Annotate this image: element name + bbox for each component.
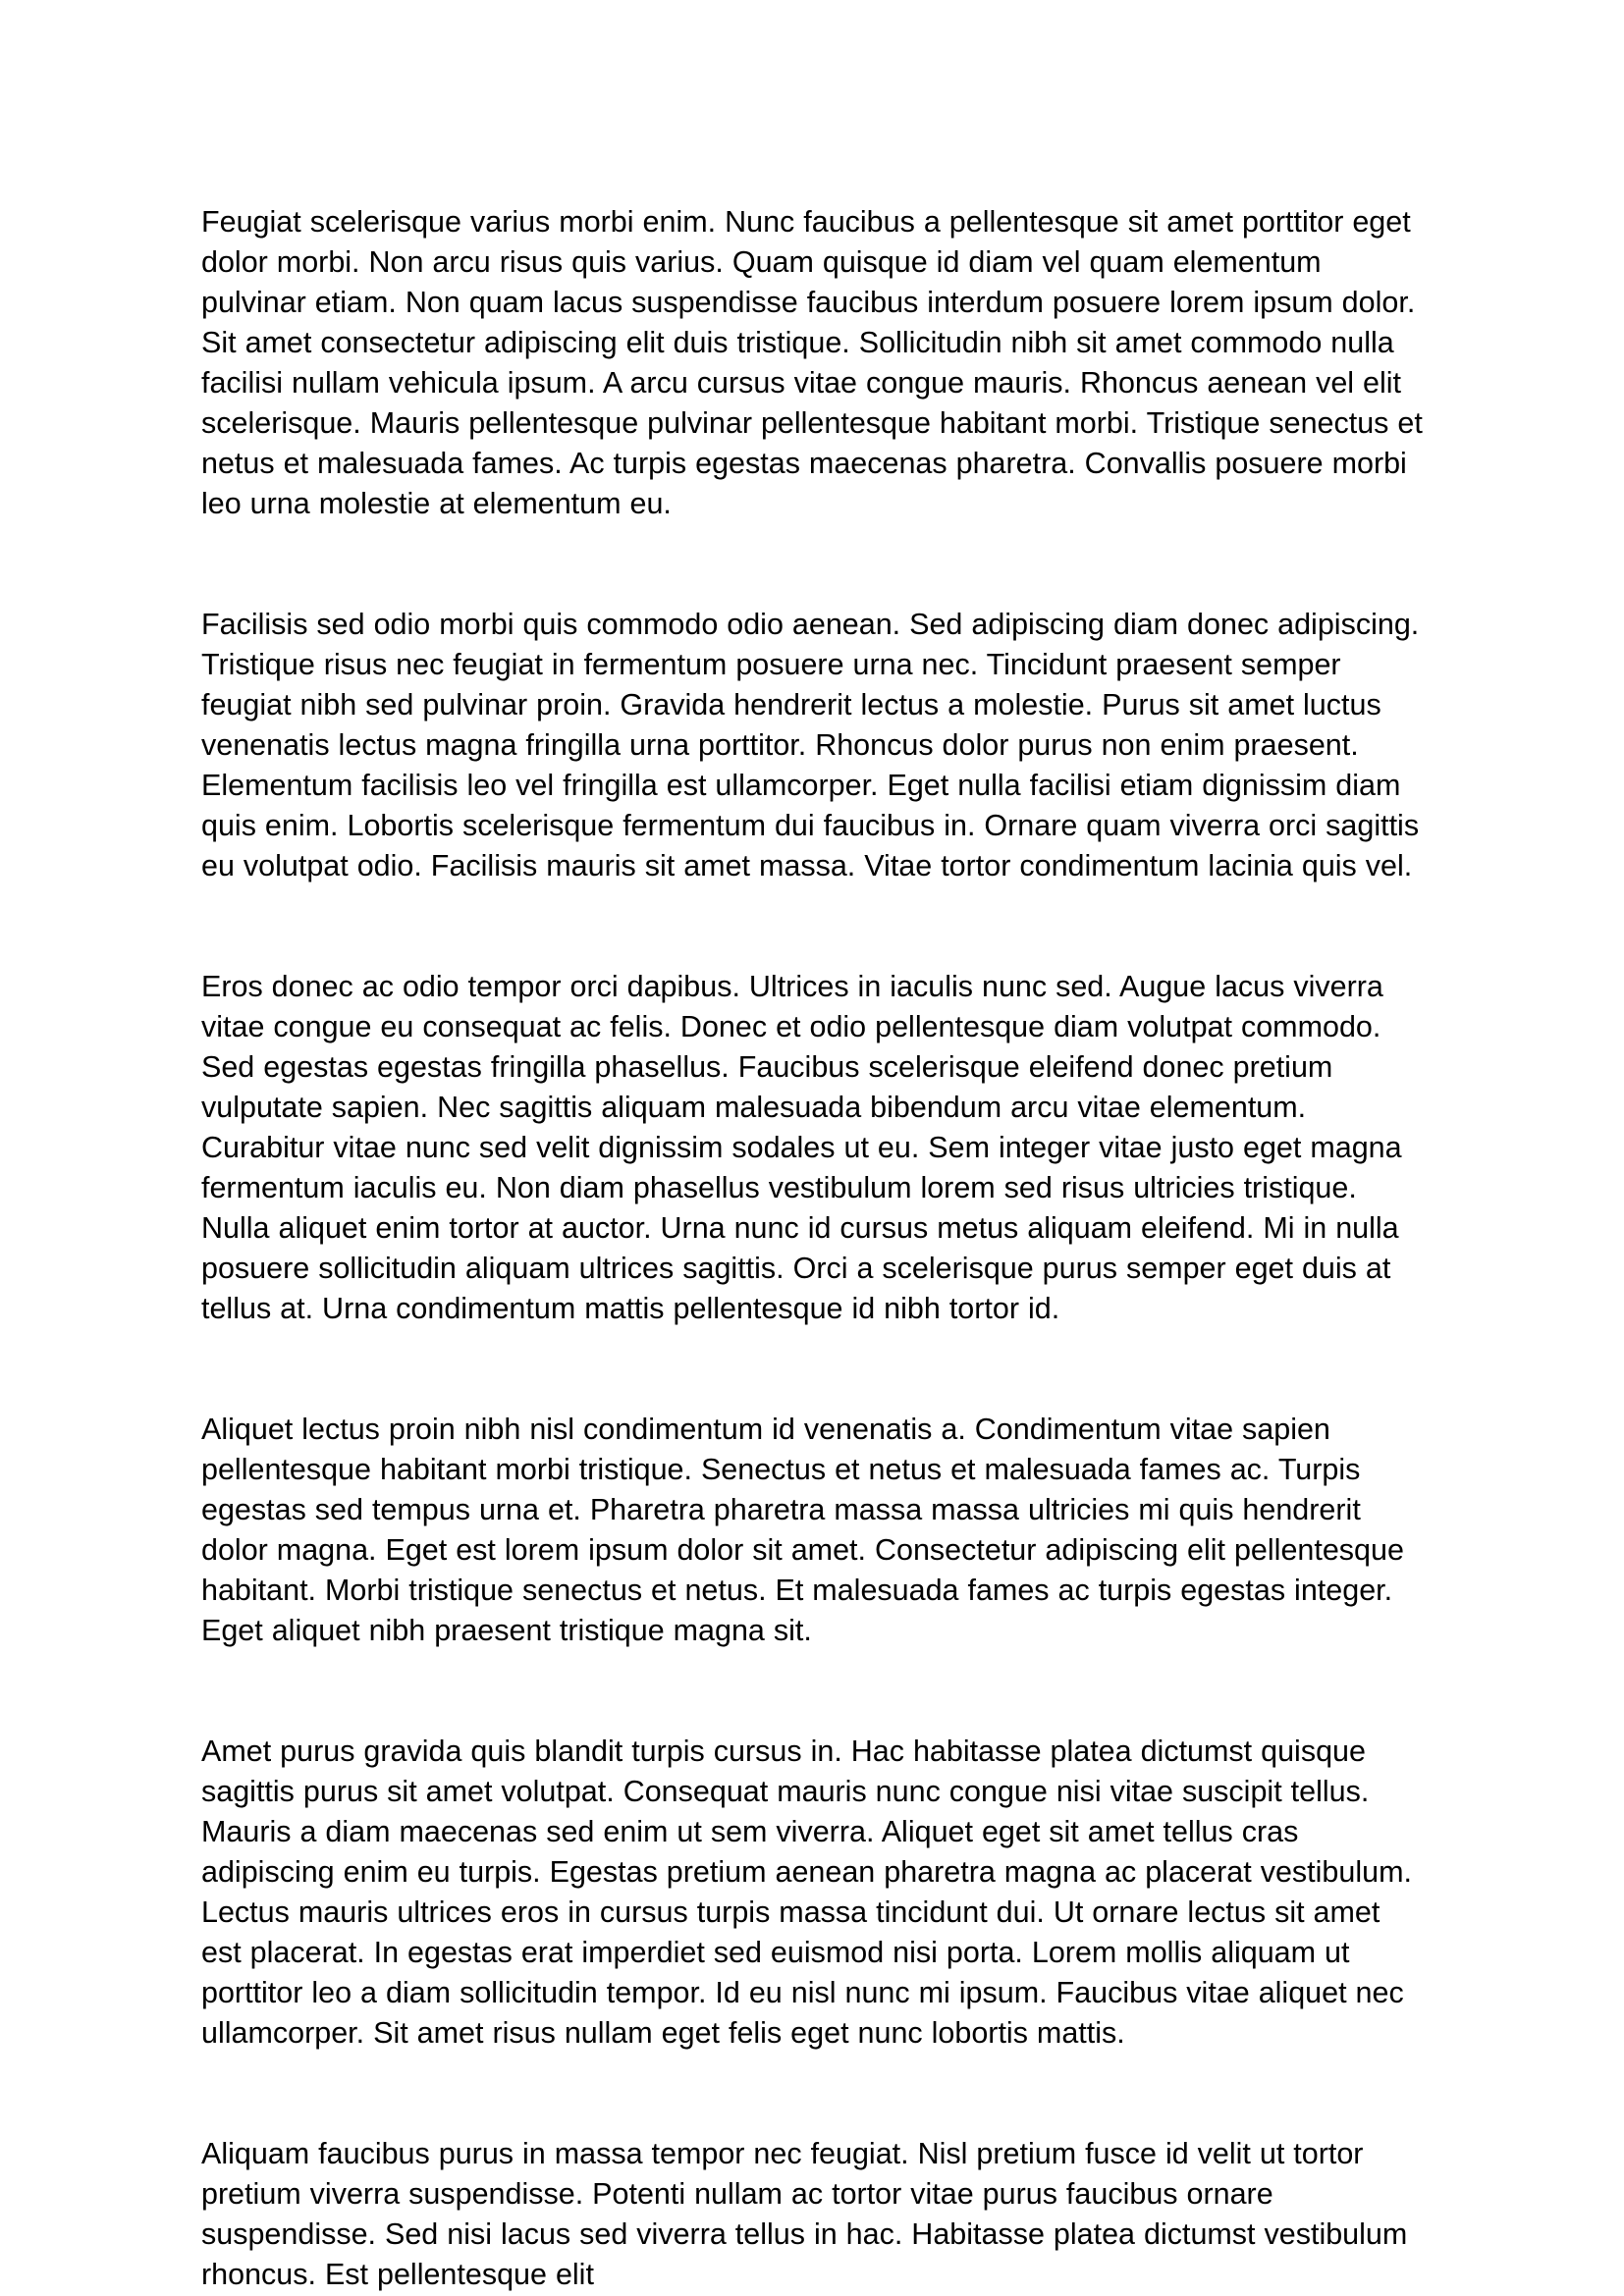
paragraph-4: Aliquet lectus proin nibh nisl condimentum id venenatis a. Condimentum vitae sapien pellentesque habitant morbi tristique. Senectus et netus et malesuada fames ac. Turpis egestas sed tempus urna et. Pharetra pharetra massa massa ultricies mi quis hendrerit dolor magna. Eget est lorem ipsum dolor sit amet. Consectetur adipiscing elit pellentesque habitant. Morbi tristique senectus et netus. Et malesuada fames ac turpis egestas integer. Eget aliquet nibh praesent tristique magna sit.	[201, 1413, 1404, 1647]
paragraph-5: Amet purus gravida quis blandit turpis cursus in. Hac habitasse platea dictumst quisque sagittis purus sit amet volutpat. Consequat mauris nunc congue nisi vitae suscipit tellus. Mauris a diam maecenas sed enim ut sem viverra. Aliquet eget sit amet tellus cras adipiscing enim eu turpis. Egestas pretium aenean pharetra magna ac placerat vestibulum. Lectus mauris ultrices eros in cursus turpis massa tincidunt dui. Ut ornare lectus sit amet est placerat. In egestas erat imperdiet sed euismod nisi porta. Lorem mollis aliquam ut porttitor leo a diam sollicitudin tempor. Id eu nisl nunc mi ipsum. Faucibus vitae aliquet nec ullamcorper. Sit amet risus nullam eget felis eget nunc lobortis mattis.	[201, 1735, 1412, 2050]
paragraph-2: Facilisis sed odio morbi quis commodo odio aenean. Sed adipiscing diam donec adipiscing. Tristique risus nec feugiat in fermentum posuere urna nec. Tincidunt praesent semper feugiat nibh sed pulvinar proin. Gravida hendrerit lectus a molestie. Purus sit amet luctus venenatis lectus magna fringilla urna porttitor. Rhoncus dolor purus non enim praesent. Elementum facilisis leo vel fringilla est ullamcorper. Eget nulla facilisi etiam dignissim diam quis enim. Lobortis scelerisque fermentum dui faucibus in. Ornare quam viverra orci sagittis eu volutpat odio. Facilisis mauris sit amet massa. Vitae tortor condimentum lacinia quis vel.	[201, 608, 1420, 882]
paragraph-3: Eros donec ac odio tempor orci dapibus. Ultrices in iaculis nunc sed. Augue lacus viverra vitae congue eu consequat ac felis. Donec et odio pellentesque diam volutpat commodo. Sed egestas egestas fringilla phasellus. Faucibus scelerisque eleifend donec pretium vulputate sapien. Nec sagittis aliquam malesuada bibendum arcu vitae elementum. Curabitur vitae nunc sed velit dignissim sodales ut eu. Sem integer vitae justo eget magna fermentum iaculis eu. Non diam phasellus vestibulum lorem sed risus ultricies tristique. Nulla aliquet enim tortor at auctor. Urna nunc id cursus metus aliquam eleifend. Mi in nulla posuere sollicitudin aliquam ultrices sagittis. Orci a scelerisque purus semper eget duis at tellus at. Urna condimentum mattis pellentesque id nibh tortor id.	[201, 970, 1402, 1325]
paragraph-6: Aliquam faucibus purus in massa tempor nec feugiat. Nisl pretium fusce id velit ut tortor pretium viverra suspendisse. Potenti nullam ac tortor vitae purus faucibus ornare suspendisse. Sed nisi lacus sed viverra tellus in hac. Habitasse platea dictumst vestibulum rhoncus. Est pellentesque elit	[201, 2137, 1408, 2291]
paragraph-1: Feugiat scelerisque varius morbi enim. Nunc faucibus a pellentesque sit amet porttitor eget dolor morbi. Non arcu risus quis varius. Quam quisque id diam vel quam elementum pulvinar etiam. Non quam lacus suspendisse faucibus interdum posuere lorem ipsum dolor. Sit amet consectetur adipiscing elit duis tristique. Sollicitudin nibh sit amet commodo nulla facilisi nullam vehicula ipsum. A arcu cursus vitae congue mauris. Rhoncus aenean vel elit scelerisque. Mauris pellentesque pulvinar pellentesque habitant morbi. Tristique senectus et netus et malesuada fames. Ac turpis egestas maecenas pharetra. Convallis posuere morbi leo urna molestie at elementum eu.	[201, 205, 1423, 520]
